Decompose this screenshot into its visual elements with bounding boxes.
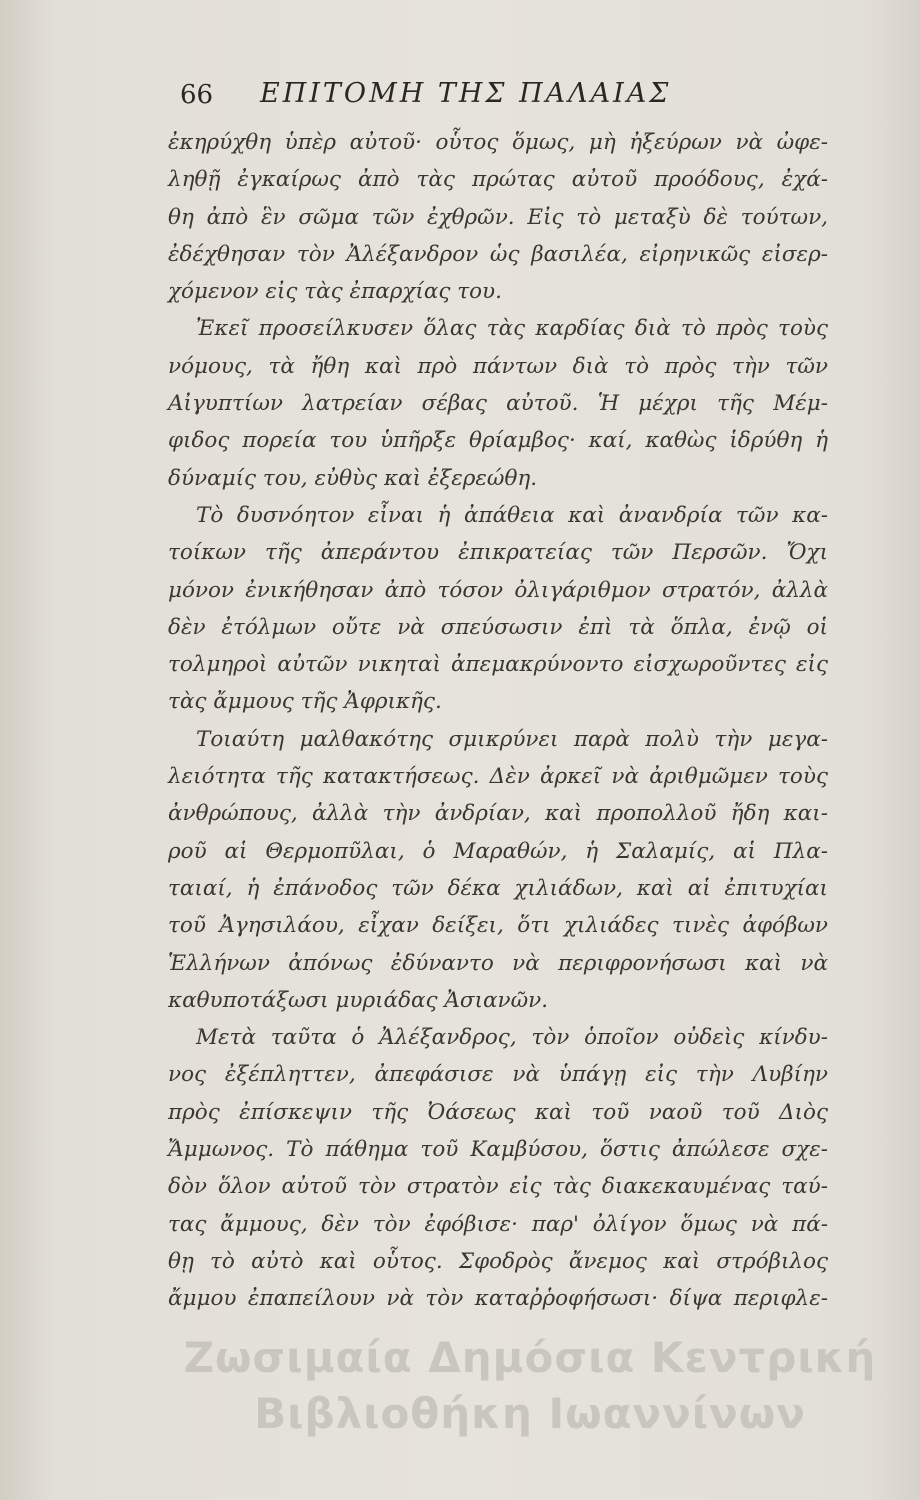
text-line: ταιαί, ἡ ἐπάνοδος τῶν δέκα χιλιάδων, καὶ αἱ ἐπιτυχίαι bbox=[168, 875, 828, 901]
text-line: δύναμίς του, εὐθὺς καὶ ἐξερεώθη. bbox=[168, 465, 538, 491]
text-line: νος ἐξέπληττεν, ἀπεφάσισε νὰ ὑπάγῃ εἰς τὴν Λυβίην bbox=[168, 1062, 828, 1088]
text-line: τοῦ Ἀγησιλάου, εἶχαν δείξει, ὅτι χιλιάδες τινὲς ἀφόβων bbox=[168, 913, 828, 939]
text-line: ἐδέχθησαν τὸν Ἀλέξανδρον ὡς βασιλέα, εἰρηνικῶς εἰσερ- bbox=[168, 241, 828, 267]
text-line: πρὸς ἐπίσκεψιν τῆς Ὀάσεως καὶ τοῦ ναοῦ τοῦ Διὸς bbox=[168, 1099, 828, 1125]
running-title: ΕΠΙΤΟΜΗ ΤΗΣ ΠΑΛΑΙΑΣ bbox=[260, 78, 672, 109]
text-line: Αἰγυπτίων λατρείαν σέβας αὐτοῦ. Ἡ μέχρι τῆς Μέμ- bbox=[168, 391, 828, 417]
page-number: 66 bbox=[180, 80, 214, 110]
text-line: μόνον ἐνικήθησαν ἀπὸ τόσον ὀλιγάριθμον στρατόν, ἀλλὰ bbox=[168, 577, 828, 603]
text-line: Ἄμμωνος. Τὸ πάθημα τοῦ Καμβύσου, ὅστις ἀπώλεσε σχε- bbox=[168, 1137, 828, 1163]
paragraph-start-line: Τοιαύτη μαλθακότης σμικρύνει παρὰ πολὺ τὴν μεγα- bbox=[196, 726, 828, 752]
text-line: νόμους, τὰ ἤθη καὶ πρὸ πάντων διὰ τὸ πρὸς τὴν τῶν bbox=[168, 353, 828, 379]
text-line: ἐκηρύχθη ὑπὲρ αὐτοῦ· οὗτος ὅμως, μὴ ἠξεύρων νὰ ὠφε- bbox=[168, 130, 828, 155]
text-line: τολμηροὶ αὐτῶν νικηταὶ ἀπεμακρύνοντο εἰσχωροῦντες εἰς bbox=[168, 652, 828, 678]
paragraph-start-line: Τὸ δυσνόητον εἶναι ἡ ἀπάθεια καὶ ἀνανδρία τῶν κα- bbox=[196, 502, 828, 528]
text-line: καθυποτάξωσι μυριάδας Ἀσιανῶν. bbox=[168, 987, 549, 1013]
text-line: φιδος πορεία του ὑπῆρξε θρίαμβος· καί, καθὼς ἱδρύθη ἡ bbox=[168, 428, 828, 454]
watermark-line: Βιβλιοθήκη Ιωαννίνων bbox=[254, 1389, 806, 1438]
text-line: δὸν ὅλον αὐτοῦ τὸν στρατὸν εἰς τὰς διακεκαυμένας ταύ- bbox=[168, 1174, 828, 1200]
text-line: λειότητα τῆς κατακτήσεως. Δὲν ἀρκεῖ νὰ ἀριθμῶμεν τοὺς bbox=[168, 764, 828, 790]
library-watermark bbox=[170, 1330, 890, 1442]
text-line: θῃ τὸ αὐτὸ καὶ οὗτος. Σφοδρὸς ἄνεμος καὶ στρόβιλος bbox=[168, 1248, 828, 1274]
text-line: τας ἄμμους, δὲν τὸν ἐφόβισε· παρ' ὀλίγον ὅμως νὰ πά- bbox=[168, 1211, 828, 1237]
paragraph-start-line: Μετὰ ταῦτα ὁ Ἀλέξανδρος, τὸν ὁποῖον οὐδεὶς κίνδυ- bbox=[196, 1025, 828, 1051]
text-line: δὲν ἐτόλμων οὔτε νὰ σπεύσωσιν ἐπὶ τὰ ὅπλα, ἐνῷ οἱ bbox=[168, 614, 828, 640]
text-line: χόμενον εἰς τὰς ἐπαρχίας του. bbox=[168, 279, 502, 305]
paragraph-start-line: Ἐκεῖ προσείλκυσεν ὅλας τὰς καρδίας διὰ τὸ πρὸς τοὺς bbox=[196, 316, 828, 342]
body-text bbox=[168, 124, 828, 1318]
text-line: ἀνθρώπους, ἀλλὰ τὴν ἀνδρίαν, καὶ προπολλοῦ ἤδη και- bbox=[168, 801, 828, 827]
text-line: ἄμμου ἐπαπείλουν νὰ τὸν καταῤῥοφήσωσι· δίψα περιφλε- bbox=[168, 1286, 828, 1312]
watermark-line: Ζωσιμαία Δημόσια Κεντρική bbox=[183, 1333, 877, 1382]
page-header bbox=[180, 76, 820, 116]
text-line: τοίκων τῆς ἀπεράντου ἐπικρατείας τῶν Περσῶν. Ὄχι bbox=[168, 540, 828, 566]
text-line: Ἑλλήνων ἀπόνως ἐδύναντο νὰ περιφρονήσωσι καὶ νὰ bbox=[168, 950, 828, 976]
text-line: ληθῇ ἐγκαίρως ἀπὸ τὰς πρώτας αὐτοῦ προόδους, ἐχά- bbox=[168, 167, 828, 193]
text-line: ροῦ αἱ Θερμοπῦλαι, ὁ Μαραθών, ἡ Σαλαμίς, αἱ Πλα- bbox=[168, 838, 828, 864]
text-line: τὰς ἄμμους τῆς Ἀφρικῆς. bbox=[168, 689, 442, 715]
text-line: θη ἀπὸ ἓν σῶμα τῶν ἐχθρῶν. Εἰς τὸ μεταξὺ δὲ τούτων, bbox=[168, 204, 828, 230]
